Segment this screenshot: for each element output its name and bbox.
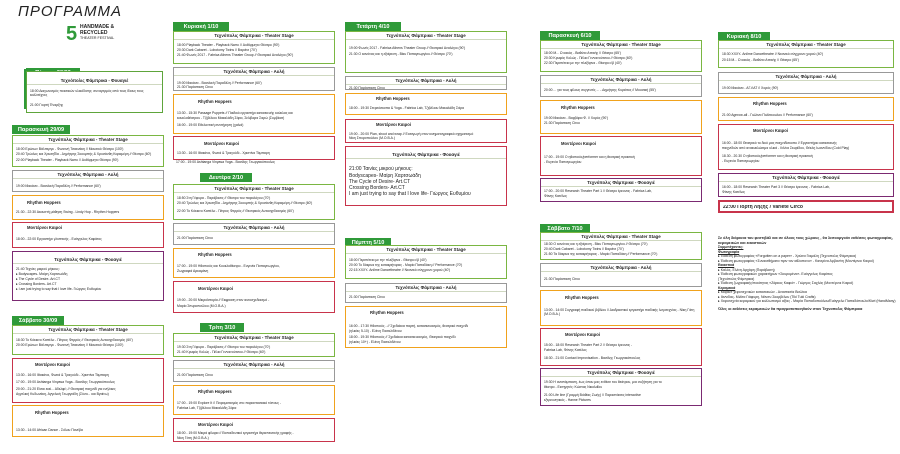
- venue-title: Τεχνόπολις Φάμπρικα - Αυλή: [174, 68, 334, 76]
- event-line: Μαρία Σπυροπούλου (Μ.Ο.Β.Α.): [177, 304, 226, 308]
- event-line: 21:40 Κρυφός Κολώς - Πέλια Γεννανούτσου // Θέατρο (60'): [177, 350, 266, 354]
- stage-block: [12, 325, 164, 355]
- event-line: Φάνης Κατέλος: [544, 194, 568, 198]
- stage-title: Τεχνόπολις Φάμπρικα - Φουαγιέ: [27, 77, 162, 85]
- text: (Τεχνόπολις Φάμπρικα): [718, 276, 755, 281]
- event-line: 18:00 - 19:30 Ηθοποιός // Σχεδιάκια κατασκευασμός, Θεατρικό παιχνίδι: [349, 335, 456, 339]
- text: ▸ Μάρκετ χειροτεχνικών κατασκευών - Αναστασία Βούλκα: [718, 290, 807, 294]
- event-line: 20:15 Μ... Ω κακός - Βαθύτα Αττικής // Θέατρο (65'): [722, 58, 799, 62]
- rh-block: [12, 195, 164, 220]
- venue-block: [718, 97, 894, 121]
- event-line: 21:30 Παράσταση Circo: [177, 85, 213, 89]
- event-line: 19:00 Ιθακάνα - Βασιλική Παραδέλη // Performance (60'): [177, 81, 262, 85]
- text: ▸ Έκθεση φωτογραφίας «Forgotten on a paper» - Χρύσα Γιαμάλη (Τεχνοπολις Φάμπρικα): [718, 254, 857, 258]
- venue-block: [540, 232, 702, 260]
- venue-name: Rhythm Hoppers: [376, 96, 410, 101]
- event-line: 18:00 - 19:00 Μικρά φίλαρα // Εκπαιδευτικό εργαστήρι θεραπευτικής γραφής -: [177, 431, 294, 435]
- event-line: Νίκη Σπυροπούλου (Μ.Ο.Β.Α.): [349, 136, 395, 140]
- event-line: 20:40 Τρώιλος και Χρυσηΐδα - Δημήτρης Σκουμπής & Χρυσάνθη Καραμέρη // Θέατρο (60'): [177, 201, 313, 205]
- event-line: 13:30 - 16:00 Ιθακάνα, Φωτιά & Τραγούδι - Χριστίνα Τάμπαρη: [16, 373, 109, 377]
- event-line: 19:00 Ιθακάνα - Βαρβάρα Φ. // Χορός (90'): [544, 116, 609, 120]
- event-line: I am just trying to say that I love life- Γιώργος Ευθυμίου: [349, 191, 471, 197]
- event-line: 16:00 - 19:00 Εθελοντική συντήρηση (χαλιά): [177, 123, 244, 127]
- venue-name: Rhythm Hoppers: [198, 99, 232, 104]
- venue-block: [540, 290, 702, 326]
- venue-title: Τεχνόπολις Φάμπρικα - Theater Stage: [174, 185, 334, 193]
- event-line: 19:00 Ιθακάνα - Βασιλική Παραδέλη // Performance (60'): [16, 184, 101, 188]
- event-line: 21:30 Παράσταση Circo: [544, 121, 580, 125]
- venue-block: [173, 281, 335, 313]
- event-line: 21:00 Ταινίες μικρού μήκους:: [349, 166, 413, 172]
- event-line: εξερευνητικός - Hanne Pictures: [544, 398, 591, 402]
- event-line: 19:30 Στη Γέφυρα - Παράβασις // Θέατρο του παραλόγου (70'): [177, 345, 271, 349]
- event-line: 13:30 - 15:30 Passage Puppets // Παιδικό εργαστήρι κατασκευής κούκλας και: [177, 111, 293, 115]
- day-header: Παρασκευή 29/09: [12, 125, 70, 134]
- text: Φωτογραφία: [718, 249, 740, 254]
- event-line: 18:30 Το Κόκκινο Καπέλο - Πέτρος Φερρός // Θεατρικός Αυτοσχεδιασμός (60'): [16, 338, 133, 342]
- venue-title: Τεχνόπολις Φάμπρικα - Theater Stage: [346, 32, 506, 40]
- text: ▸ Καλός- Ελένη Αρχάρη (Παράβαση): [718, 267, 775, 272]
- event-line: 22:30 Περιπέτεια με την πλεξάρνα - Θέατρο έβ (40'): [544, 61, 622, 65]
- venue-block: [173, 67, 335, 91]
- venue-name: Rhythm Hoppers: [27, 200, 61, 205]
- event-line: (ηλικίες 5-10) - Ελένη Πασαλιδένου: [349, 329, 402, 333]
- event-line: 19:00 - 20:00 Plan, shoot and wrap // Εισαγωγή στον κινηματογραφικό σχηματισμό: [349, 132, 474, 136]
- venue-name: Μοντέρνοι Καιροί: [35, 362, 70, 367]
- venue-name: Rhythm Hoppers: [753, 101, 787, 106]
- event-line: 21:30 Ο κανόνας και η εξαίρεση - Βίκυ Παπαγεωργίου // Θέατρο (70'): [349, 52, 453, 56]
- event-line: 21:30 - 22:30 Ακουστή μάθηση Swing - Lindy Hop - Rhythm Hoppers: [16, 210, 120, 214]
- venue-name: Rhythm Hoppers: [198, 389, 232, 394]
- venue-title: Τεχνόπολις Φάμπρικα - Αυλή: [719, 73, 893, 81]
- mk-block: [12, 222, 164, 248]
- event-line: 18:50 Στη Γέφυρα - Παράβασις // Θέατρο του παραλόγου (70'): [177, 196, 271, 200]
- venue-block: [718, 173, 894, 197]
- event-line: 20:30 Κρυφός Κολώς - Πέλια Γεννανούτσου // Θέατρο (60'): [544, 56, 633, 60]
- rh-block: [12, 405, 164, 437]
- event-line: 17:00 - 19:00 Ο ηθοποιός/performer και η θεατρική πρακτική: [544, 155, 635, 159]
- logo-line3: THEATER FESTIVAL: [80, 36, 115, 40]
- venue-name: Μοντέρνοι Καιροί: [27, 225, 62, 230]
- venue-block: [173, 136, 335, 160]
- event-line: 21:50 Τα δάκρυα της κατακρήτορας - Μαρία Παπαδάκη // Performance (70'): [544, 252, 658, 256]
- closing-block: [718, 200, 894, 213]
- venue-block: [345, 283, 507, 303]
- venue-title: Τεχνόπολις Φάμπρικα - Theater Stage: [541, 233, 701, 241]
- event-line: 18.30 - 20.30 Ο ηθοποιός/performer και η θεατρική πρακτική: [722, 154, 813, 158]
- event-line: 21:00 Life line (Γραμμή Βιόθίας Ζωής) // Παραστάσεις interactive: [544, 393, 641, 397]
- event-line: 18:00 Μ... Ω κακός - Βαθύτα Αττικής // Θέατρο (65'): [544, 51, 621, 55]
- venue-block: [173, 333, 335, 357]
- venue-block: [540, 100, 702, 134]
- event-line: 19:00 - 20:00 Μικροϊστορία // Εκφραση στον αυτοσχεδιασμό -: [177, 298, 270, 302]
- venue-block: [173, 94, 335, 134]
- event-line: 20:40 Dark Cabaret - Lobotomy Twins // Βαριέτε (70'): [544, 247, 624, 251]
- event-line: παιχνιδιών από ανακυκλώσιμα υλικά - Λιλίνα Σκυρίδου, Θέκλη Ιωαννίδου (Cold Play): [722, 146, 850, 150]
- event-line: 18:00 Περιπέτεια με την πλεξάρνα - Θέατρο έβ (40'): [349, 258, 427, 262]
- text: Όλες οι εκθέσεις κεραμεικών θα πραγματοποιηθούν στον Τεχνοπολις Φάμπρικα: [718, 306, 863, 311]
- venue-title: Τεχνόπολις Φάμπρικα - Αυλή: [541, 264, 701, 272]
- event-line: 21:30 Παράσταση Circo: [349, 86, 385, 90]
- venue-block: [540, 368, 702, 406]
- text: ▸ Ιάννιδας- Μιλίτα Γιάφυρη, Νάνσυ Σκορβέλου (Tiki Tuki Crafts): [718, 294, 816, 299]
- day-header: Σάββατο 7/10: [540, 224, 590, 233]
- page-title: ΠΡΟΓΡΑΜΜΑ: [18, 3, 122, 20]
- event-line: 15:00 - 18:00 Research Theater Part 2 // Θέατρο έρευνας -: [544, 343, 633, 347]
- venue-title: Τεχνόπολις Φάμπρικα - Theater Stage: [174, 32, 334, 40]
- venue-name: Rhythm Hoppers: [565, 295, 599, 300]
- day-header: Δευτέρα 2/10: [200, 173, 252, 182]
- venue-block: [540, 178, 702, 202]
- venue-block: [718, 40, 894, 68]
- event-line: 18:00 Playback Theater - Playback Narro // Αυθόρμητο Θέατρο (90'): [177, 43, 280, 47]
- day-header: Τετάρτη 4/10: [345, 22, 401, 31]
- venue-block: [718, 72, 894, 94]
- venue-title: Τεχνόπολις Φάμπρικα - Φουαγιέ: [541, 179, 701, 187]
- event-line: 21:00 Παράσταση Circo: [177, 236, 213, 240]
- text: Συμμετέχοντες:: [718, 245, 744, 249]
- event-line: 20:40 Τρώιλος και Χρυσηΐδα - Δημήτρης Σκουμπής & Χρυσάνθη Καραμέρη // Θέατρο (60'): [16, 152, 152, 156]
- event-line: 18:00 - 22:00 Εργαστήρι γλυπτικής - Ευάγγελος Καφάτος: [16, 237, 102, 241]
- venue-block: [540, 263, 702, 287]
- venue-title: Τεχνόπολις Φάμπρικα - Φουαγιέ: [13, 256, 163, 264]
- venue-name: Μοντέρνοι Καιροί: [565, 332, 600, 337]
- text: Εικαστικά: [718, 263, 735, 267]
- event-line: 17:00 - 19:00 Ashtanga Vinyasa Yoga - Βασίλης Γεωργακόπουλος: [16, 380, 116, 384]
- event-line: 21:30 Παράσταση Circo: [349, 295, 385, 299]
- venue-block: [345, 93, 507, 115]
- text: ▸ Έκθεση ζωγραφικής/ποιότητας «Ζάρκος Καφιό» - Γιώργος Σαχλάς (Μοντέρνοι Καιροί): [718, 281, 854, 285]
- event-line: 21:40 Φωνές 2017 - Fabrica Athens Theater Group // Θεατρικό Αναλόγιο (90'): [177, 53, 294, 57]
- venue-title: Τεχνόπολις Φάμπρικα - Αυλή: [346, 284, 506, 292]
- event-line: 18:00 Διαγωνισμός ποιοτικών υλικόδισης: συναγερμός από τους ίδιους τους καλλιτέχνες: [30, 89, 144, 98]
- event-line: 18:30 - 21:00 Contact Improvisation - Βασίλης Γεωργακόπουλος: [544, 356, 641, 360]
- venue-title: Τεχνόπολις Φάμπρικα - Theater Stage: [719, 41, 893, 49]
- event-line: 22:00 Playback Theater - Playback Narro // Αυθόρμητο Θέατρο (90'): [16, 158, 119, 162]
- venue-name: Rhythm Hoppers: [370, 310, 404, 315]
- event-line: - Ευγενία Παπαγεωργίου: [722, 159, 760, 163]
- event-line: 21:30 Παράσταση Circo: [544, 277, 580, 281]
- event-line: 17:00 - 19:00 Explore It // Πειραματισμός στο παραστασιακό τόπους -: [177, 401, 282, 405]
- event-line: Ζωγραφιά Αρκαμάνη: [177, 269, 209, 273]
- event-line: Αγγελική Κυδωνάκη, Αγγελική Γεωργιάδη (Σύνα... και Βγαίνω): [16, 392, 109, 396]
- venue-name: Rhythm Hoppers: [561, 105, 595, 110]
- venue-name: Rhythm Hoppers: [35, 410, 69, 415]
- event-line: 21:00 Γιορτή Έναρξης: [30, 103, 64, 107]
- event-line: 19:30 Η αναπάμπαση, έως όπου μας ενθέσε του θεάτρου, μια συζήτηση για το: [544, 380, 662, 384]
- event-line: ▸ Bodyscapes- Μαίρη Χαρτσωάδη: [16, 272, 68, 276]
- text: ▸ Χειροτεχνία κεραμικού για καλλωπισμό αξίας - Μαρία Παπαδοπούλου/Ευάγγελο Παπαδόπουλο/Kiwi (HandMany): [718, 299, 896, 303]
- event-line: Νίκη Γάτη (Μ.Ο.Β.Α.): [177, 436, 209, 440]
- event-line: 17:00 - 19:00 Ηθοποιός και Κουκλοθέατρο - Ευγενία Παπαγεωργίου,: [177, 264, 280, 268]
- day-header: Πέμπτη 5/10: [345, 238, 391, 247]
- event-line: ▸ I am just trying to say that I love life- Γιώργος Ευθυμίου: [16, 287, 102, 291]
- event-line: 22:00 Γιορτή Λήξης / Variete Circo: [723, 205, 803, 210]
- event-line: 20:30 Dark Cabaret - Lobotomy Twins // Βαριέτε (70'): [177, 48, 257, 52]
- event-line: 18:30 Ο κανόνας και η εξαίρεση - Βίκυ Παπαγεωργίου // Θέατρο (70'): [544, 242, 648, 246]
- venue-block: [540, 328, 702, 366]
- venue-name: Μοντέρνοι Καιροί: [753, 128, 788, 133]
- venue-name: Μοντέρνοι Καιροί: [198, 286, 233, 291]
- event-line: ▸ The Cycle of Desire- Art.CT: [16, 277, 61, 281]
- event-line: Crossing Borders- Art.CT: [349, 185, 405, 191]
- event-line: 20:00 - 21:20 Είσαι εκεί... Αδελφέ; // Θεατρική παιχνιδί για ενήλικες: [16, 387, 116, 391]
- event-line: The Cycle of Desire- Art.CT: [349, 179, 411, 185]
- venue-block: [173, 360, 335, 382]
- event-line: 21:40 Τεχνίες μικρού μήκους:: [16, 267, 60, 271]
- mk-block: [12, 358, 164, 403]
- venue-block: [345, 146, 507, 206]
- venue-block: [540, 136, 702, 176]
- venue-block: [345, 76, 507, 90]
- venue-title: Τεχνόπολις Φάμπρικα - Theater Stage: [541, 41, 701, 49]
- venue-title: Τεχνόπολις Φάμπρικα - Αυλή: [13, 171, 163, 179]
- event-line: - Ευγενία Παπαγεωργίου: [544, 160, 582, 164]
- text: ▸ Έκθεση φωτογραφικών χαρακτήρων «Σκυρομένα»- Ευάγγελος Καφάτος: [718, 272, 833, 276]
- day-header: Παρασκευή 6/10: [540, 31, 600, 40]
- text: Σε όλη διάρκεια του φεστιβάλ και σε όλους τους χώρους , θα λειτουργούν εκθέσεις φωτογραφίας, κεραμεικών και εικαστικών: [718, 236, 893, 245]
- logo-line1: HANDMADE &: [80, 24, 115, 30]
- venue-block: [345, 31, 507, 73]
- event-line: 20:00 Ερώτων Βάλπεργκ - Φωτεινή Τσακνάκη // Μουσικό Θέατρο (100'): [16, 343, 124, 347]
- event-line: 17:00 - 19:00 Ashtanga Vinyasa Yoga - Βασίλης Γεωργακόπουλος: [176, 160, 276, 164]
- logo-number: 5: [66, 23, 78, 45]
- venue-block: [173, 31, 335, 64]
- venue-title: Τεχνόπολις Φάμπρικα - Theater Stage: [13, 326, 163, 334]
- venue-block: [345, 306, 507, 348]
- event-line: 17:00 - 20:00 Research Theater Part 1 // Θέατρο έρευνας - Fabrica Lab,: [544, 189, 652, 193]
- venue-block: [173, 248, 335, 278]
- venue-title: Τεχνόπολις Φάμπρικα - Αυλή: [174, 224, 334, 232]
- event-line: 22:00 Το Κόκκινο Καπέλο - Πέτρος Φερρός // Θεατρικός Αυτοσχεδιασμός (60'): [177, 209, 294, 213]
- event-line: Bodyscapes- Μαίρη Χαρτσωάδη: [349, 173, 421, 179]
- event-line: κουκλοθέατρου - Τζιβέλιου Μακαλάδη Σάρα, Σελίβαρα Σαρώ (Συμβίοσι): [177, 116, 285, 120]
- event-line: 18:30 ΧΧΧΥ- Anilme Dancetheatre // Νεανικό σύγχρονο χορού (40'): [722, 52, 824, 56]
- festival-logo: [66, 23, 146, 45]
- event-line: Fabrica Lab, Φάνης Κατέλος: [544, 348, 587, 352]
- event-line: 19:00 Φωνές 2017 - Fabrica Athens Theater Group // Θεατρικό Αναλόγιο (90'): [349, 46, 466, 50]
- venue-block: [540, 40, 702, 72]
- event-line: Fabrica Lab, Τζιβέλιου Μακαλάδη Σάρα: [177, 406, 237, 410]
- fo-block: [12, 251, 164, 301]
- venue-title: Τεχνόπολις Φάμπρικα - Φουαγιέ: [541, 369, 701, 377]
- venue-title: Τεχνόπολις Φάμπρικα - Αυλή: [541, 76, 701, 84]
- aula-block: [12, 170, 164, 192]
- event-line: θέατρο - Εισηγητές: Κώστας Νικολαΐου: [544, 385, 603, 389]
- day-header: Κυριακή 8/10: [718, 32, 770, 41]
- event-line: 13:00 - 14:00 Συγγραφή παιδικού βιβλίου // Διαδραστικό εργαστήρι παιδικής λογοτεχνίας - Νίκη Γάτη (Μ.Ο.Β.Α.): [544, 308, 695, 317]
- event-line: 19:00 Ιθακάνα - ΑΓ.ΛΑΤ // Χορός (90'): [722, 86, 779, 90]
- event-line: (ηλικίες 10+) - Ελένη Πασαλιδένου: [349, 340, 401, 344]
- event-line: 13:30 - 14:00 African Dance - Σόλου Πανέβα: [16, 428, 83, 432]
- event-line: 20:00 ... για τους φίλους συγγενείς ... - Δημήτρης Κυριάτος // Μουσική (55'): [544, 88, 656, 92]
- text: ▸ Έκθεση φωτογραφίας «Συναισθήματα πριν τον αθλοπονο» - Κατερίνα Αρβανίτη (Μοντέρνοι Καιροί): [718, 258, 874, 263]
- event-line: 21:00 Agnrow-all - Γιώλινα Πολίτικουλου // Performance (60'): [722, 113, 813, 117]
- event-line: ▸ Crossing Borders- Art.CT: [16, 282, 57, 286]
- event-line: 13:30 - 16:00 Ιθακάνα, Φωτιά & Τραγούδι - Χριστίνα Τάμπαρη: [177, 151, 270, 155]
- event-line: 21:00 Παράσταση Circo: [177, 373, 213, 377]
- venue-block: [173, 223, 335, 245]
- day-header: Σάββατο 30/09: [12, 316, 64, 325]
- venue-title: Τεχνόπολις Φάμπρικα - Αυλή: [174, 361, 334, 369]
- venue-title: Τεχνόπολις Φάμπρικα - Theater Stage: [13, 136, 163, 144]
- day-header: Τρίτη 3/10: [200, 323, 244, 332]
- venue-block: [173, 418, 335, 442]
- text: Κεραμεικά: [718, 285, 736, 290]
- venue-block: [540, 75, 702, 97]
- venue-name: Μοντέρνοι Καιροί: [198, 422, 233, 427]
- venue-title: Τεχνόπολις Φάμπρικα - Αυλή: [346, 77, 506, 85]
- venue-block: [345, 119, 507, 143]
- venue-block: [173, 184, 335, 220]
- day1-block: [26, 71, 163, 113]
- venue-name: Μοντέρνοι Καιροί: [204, 141, 239, 146]
- venue-name: Μοντέρνοι Καιροί: [561, 141, 596, 146]
- info-panel: [718, 236, 898, 311]
- venue-title: Τεχνόπολις Φάμπρικα - Theater Stage: [174, 334, 334, 342]
- event-line: 18:00 Ερώτων Βάλπεργκ - Φωτεινή Τσακνάκη // Μουσικό Θέατρο (100'): [16, 147, 124, 151]
- event-line: 16:00 - 17:30 Ηθοποιός - // Σχεδιάκια παρτή, κατασκευασμός, θεατρικό παιχνίδι: [349, 324, 469, 328]
- venue-name: Μοντέρνοι Καιροί: [376, 122, 411, 127]
- day-header: Κυριακή 1/10: [173, 22, 229, 31]
- venue-block: [173, 385, 335, 415]
- logo-line2: RECYCLED: [80, 30, 108, 36]
- venue-title: Τεχνόπολις Φάμπρικα - Φουαγιέ: [719, 174, 893, 182]
- stage-block: [12, 135, 164, 167]
- venue-name: Rhythm Hoppers: [198, 252, 232, 257]
- venue-title: Τεχνόπολις Φάμπρικα - Φουαγιέ: [346, 151, 506, 159]
- venue-title: Τεχνόπολις Φάμπρικα - Theater Stage: [346, 246, 506, 254]
- venue-block: [718, 124, 894, 170]
- event-line: Φάνης Κατέλος: [722, 190, 746, 194]
- venue-block: [345, 245, 507, 279]
- event-line: 16:00 - 18:00 Θεατρικό το δικό μας παιχνιδίσκοπο // Εργαστήριο κατασκευής: [722, 141, 837, 145]
- event-line: 20:00 Το δάκρυα της κατακρήτορας - Μαρία Παπαδάκη // Performance (70'): [349, 263, 463, 267]
- event-line: 18:00 - 19:30 Στερεόσκοπα & Yoga - Fabrica Lab, Τζιβέλιου Μακαλάδη Σάρα: [349, 106, 464, 110]
- event-line: 16:00 - 18:00 Research Theater Part 3 // Θέατρο έρευνας - Fabrica Lab,: [722, 185, 830, 189]
- event-line: 22:15 ΧΧΧΥ- Anilme Dancetheatre // Νεανικό σύγχρονο χορού (40'): [349, 268, 451, 272]
